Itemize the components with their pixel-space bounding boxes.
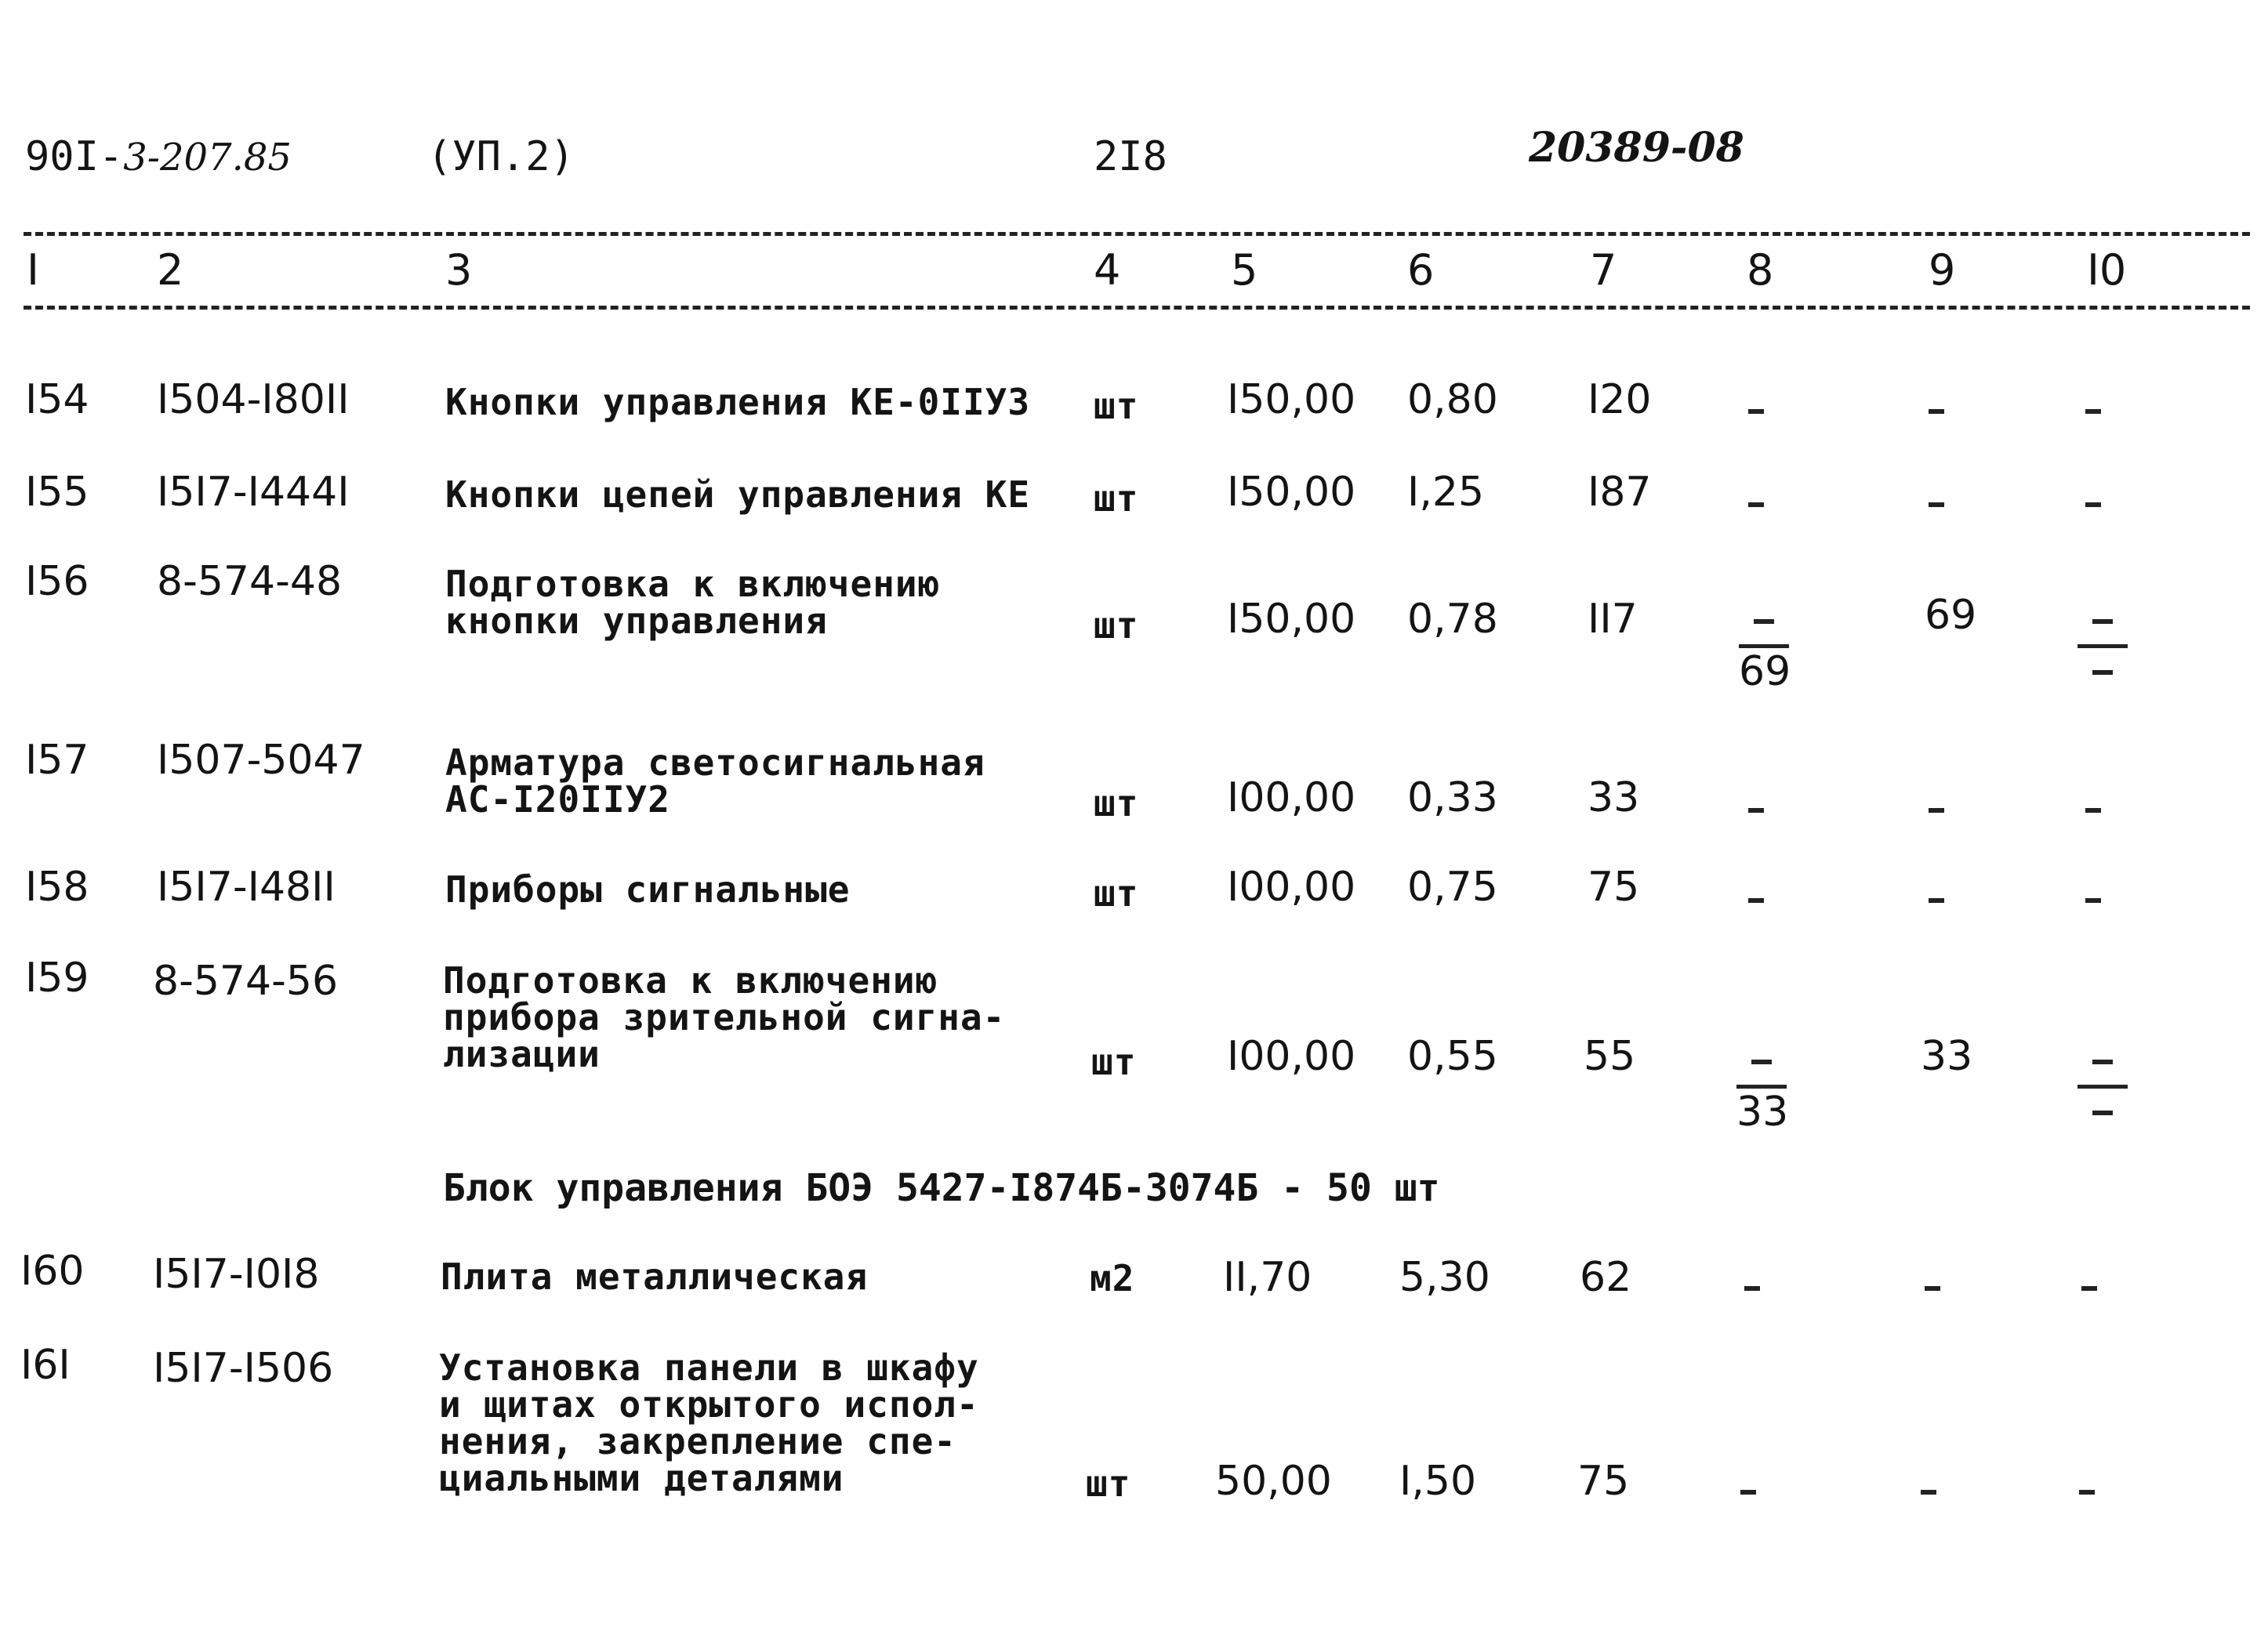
header-bottom-rule: [24, 306, 2250, 310]
row-col8-dash: [1748, 402, 1764, 417]
row-col6: 5,30: [1399, 1254, 1490, 1301]
row-code: I504-I80II: [157, 376, 350, 423]
row-col8-dash: [1740, 1483, 1756, 1498]
row-col10-fraction: [2077, 1044, 2128, 1136]
col-header-1: I: [27, 245, 39, 295]
row-code: 8-574-48: [157, 558, 343, 605]
fraction-numerator-dash: [1751, 1060, 1772, 1064]
row-col5: I00,00: [1227, 864, 1356, 911]
row-col8-dash: [1748, 495, 1764, 510]
row-col9-dash: [1929, 891, 1944, 906]
row-col9-dash: [1929, 801, 1944, 816]
row-col7: 75: [1577, 1458, 1630, 1505]
row-col7: II7: [1588, 596, 1638, 643]
row-col8-dash: [1748, 891, 1764, 906]
row-col9-dash: [1929, 495, 1944, 510]
row-unit: шт: [1094, 872, 1139, 915]
fraction-denominator: 69: [1739, 648, 1791, 695]
row-col9: 69: [1925, 592, 1977, 639]
row-col5: I50,00: [1227, 469, 1356, 516]
row-description: Подготовка к включению кнопки управления: [445, 563, 941, 642]
fraction-numerator-dash: [2092, 1060, 2113, 1064]
row-col8-fraction: [1736, 1044, 1787, 1136]
row-description: Подготовка к включению прибора зрительной сигна- лизации: [443, 959, 1006, 1075]
row-code: I5I7-I506: [153, 1345, 334, 1392]
col-header-7: 7: [1590, 245, 1617, 295]
fraction-denominator-dash: [2092, 670, 2113, 675]
fraction-numerator-dash: [1754, 619, 1774, 624]
row-col6: 0,78: [1407, 596, 1498, 643]
row-col7: 75: [1588, 864, 1640, 911]
row-col6: 0,75: [1407, 864, 1498, 911]
row-col7: 62: [1580, 1254, 1632, 1301]
row-number: I59: [25, 955, 89, 1002]
doc-code: [25, 133, 292, 180]
col-header-5: 5: [1231, 245, 1258, 295]
row-unit: шт: [1094, 604, 1139, 647]
col-header-2: 2: [157, 245, 184, 295]
row-number: I60: [20, 1248, 85, 1295]
row-col5: I50,00: [1227, 596, 1356, 643]
row-code: 8-574-56: [153, 958, 339, 1005]
col-header-4: 4: [1094, 245, 1121, 295]
doc-code-handwritten: 3-207.85: [123, 136, 292, 179]
col-header-8: 8: [1747, 245, 1774, 295]
row-col5: I50,00: [1227, 376, 1356, 423]
row-col9: 33: [1921, 1033, 1973, 1080]
row-description: Кнопки управления КЕ-0IIУ3: [445, 381, 1031, 423]
row-description: Арматура светосигнальная АС-I20IIУ2: [445, 741, 985, 821]
row-description: Установка панели в шкафу и щитах открытого испол- нения, закрепление спе- циальными деталями: [439, 1346, 979, 1499]
header-top-rule: [24, 232, 2250, 236]
col-header-9: 9: [1929, 245, 1956, 295]
fraction-denominator-dash: [2092, 1111, 2113, 1115]
row-code: I5I7-I444I: [157, 469, 350, 516]
row-col10-dash: [2085, 495, 2101, 510]
row-col10-dash: [2081, 1279, 2097, 1294]
row-number: I54: [25, 376, 89, 423]
row-col6: I,50: [1399, 1458, 1477, 1505]
row-col8-dash: [1744, 1279, 1760, 1294]
row-description: Плита металлическая: [441, 1256, 869, 1298]
row-col7: 55: [1584, 1033, 1636, 1080]
section-heading: Блок управления БОЭ 5427-I874Б-3074Б - 50 шт: [443, 1166, 1440, 1210]
row-col6: I,25: [1407, 469, 1485, 516]
row-col7: 33: [1588, 774, 1640, 821]
row-code: I507-5047: [157, 737, 365, 784]
doc-code-printed: 90I-: [25, 133, 124, 180]
row-number: I55: [25, 469, 89, 516]
row-col10-fraction: [2077, 603, 2128, 695]
row-col6: 0,80: [1407, 376, 1498, 423]
row-unit: шт: [1094, 782, 1139, 824]
row-number: I57: [25, 737, 89, 784]
row-col9-dash: [1925, 1279, 1940, 1294]
row-col10-dash: [2085, 891, 2101, 906]
row-col7: I87: [1588, 469, 1652, 516]
row-col5: II,70: [1223, 1254, 1312, 1301]
fraction-numerator-dash: [2092, 619, 2113, 624]
col-header-6: 6: [1407, 245, 1435, 295]
row-code: I5I7-I48II: [157, 864, 336, 911]
row-unit: шт: [1094, 477, 1139, 520]
document-number: 20389-08: [1529, 124, 1744, 172]
row-col10-dash: [2085, 801, 2101, 816]
row-col10-dash: [2079, 1483, 2095, 1498]
row-col5: I00,00: [1227, 774, 1356, 821]
fraction-denominator: 33: [1736, 1089, 1789, 1136]
page-number: 2I8: [1094, 133, 1167, 180]
row-description: Кнопки цепей управления КЕ: [445, 473, 1031, 516]
row-col8-fraction: [1739, 603, 1789, 695]
row-col7: I20: [1588, 376, 1652, 423]
row-unit: шт: [1091, 1041, 1137, 1083]
row-unit: шт: [1086, 1462, 1131, 1505]
row-col10-dash: [2085, 402, 2101, 417]
album-ref: (УП.2): [427, 133, 575, 180]
col-header-3: 3: [445, 245, 473, 295]
col-header-10: I0: [2087, 245, 2127, 295]
row-col9-dash: [1929, 402, 1944, 417]
row-number: I58: [25, 864, 89, 911]
row-col6: 0,55: [1407, 1033, 1498, 1080]
row-number: I6I: [20, 1342, 71, 1389]
row-number: I56: [25, 558, 89, 605]
row-col6: 0,33: [1407, 774, 1498, 821]
row-unit: шт: [1094, 385, 1139, 427]
row-unit: м2: [1090, 1257, 1135, 1299]
row-col8-dash: [1748, 801, 1764, 816]
row-col5: I00,00: [1227, 1033, 1356, 1080]
row-col9-dash: [1921, 1483, 1936, 1498]
row-description: Приборы сигнальные: [445, 868, 851, 911]
row-code: I5I7-I0I8: [153, 1251, 320, 1298]
row-col5: 50,00: [1215, 1458, 1332, 1505]
